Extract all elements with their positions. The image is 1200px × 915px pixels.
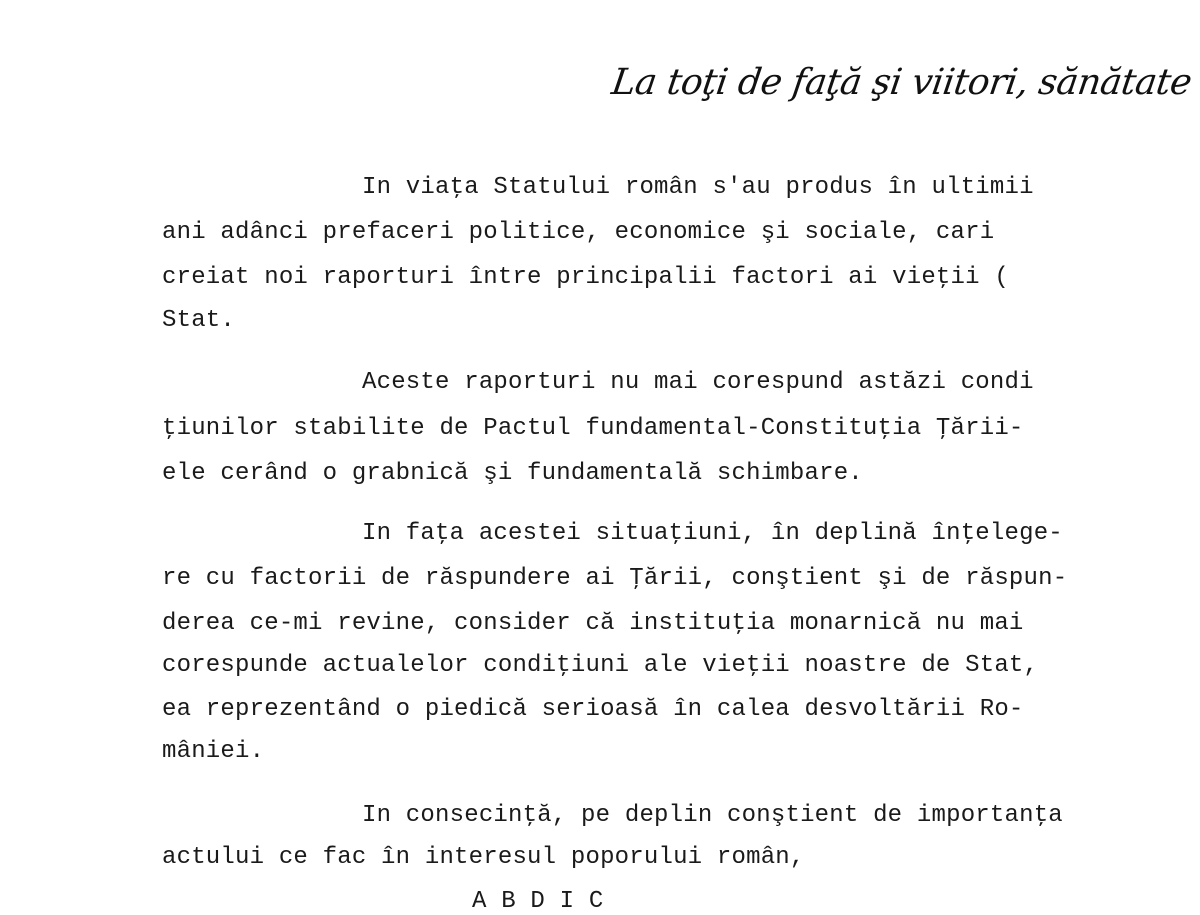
paragraph-2-line-2: ţiunilor stabilite de Pactul fundamental-Constituţia Ţării-	[162, 415, 1024, 442]
paragraph-3-line-1: In faţa acestei situaţiuni, în deplină înţelege-	[362, 520, 1063, 547]
paragraph-1-line-1: In viaţa Statului român s'au produs în ultimii	[362, 174, 1034, 201]
paragraph-3-line-2: re cu factorii de răspundere ai Ţării, conştient şi de răspun-	[162, 565, 1068, 592]
paragraph-4-line-1: In consecinţă, pe deplin conştient de importanţa	[362, 802, 1063, 829]
paragraph-4-line-2: actului ce fac în interesul poporului român,	[162, 844, 805, 871]
paragraph-1-line-2: ani adânci prefaceri politice, economice şi sociale, cari	[162, 219, 995, 246]
paragraph-1-line-4: Stat.	[162, 307, 236, 334]
closing-word: A B D I C	[472, 888, 604, 915]
paragraph-3-line-5: ea reprezentând o piedică serioasă în calea desvoltării Ro-	[162, 696, 1024, 723]
paragraph-2-line-1: Aceste raporturi nu mai corespund astăzi condi	[362, 369, 1034, 396]
handwritten-salutation: La toţi de faţă şi viitori, sănătate	[609, 62, 1195, 103]
paragraph-2-line-3: ele cerând o grabnică şi fundamentală schimbare.	[162, 460, 863, 487]
paragraph-3-line-4: corespunde actualelor condiţiuni ale vieţii noastre de Stat,	[162, 652, 1039, 679]
paragraph-3-line-6: mâniei.	[162, 738, 265, 765]
paragraph-3-line-3: derea ce-mi revine, consider că instituţia monarnică nu mai	[162, 610, 1024, 637]
paragraph-1-line-3: creiat noi raporturi între principalii factori ai vieţii (	[162, 264, 1009, 291]
